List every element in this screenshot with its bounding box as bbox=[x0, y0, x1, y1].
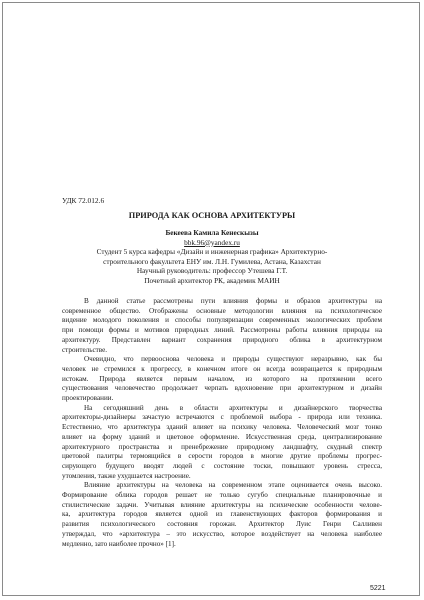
page-number: 5221 bbox=[370, 585, 386, 592]
body-line: сирующего будущего вводят людей с состояние тоски, повышают уровень стресса, bbox=[62, 461, 382, 470]
body-line: человек не стремился к прогрессу, в конечном итоге он всегда возвращается к природным bbox=[62, 364, 382, 373]
body-line: Формирование облика городов решает не только сугубо специальные планировочные и bbox=[62, 491, 382, 500]
body-line: стилистические задачи. Учитывая влияние архитектуры на психические особенности челове- bbox=[62, 500, 382, 509]
article-body bbox=[62, 297, 382, 549]
body-paragraph bbox=[62, 355, 382, 404]
body-line: при помощи формы и мотивов природных линий. Рассмотрены работы влияния природы на bbox=[62, 326, 382, 335]
supervisor-title: Почетный архитектор РК, академик МАИН bbox=[144, 275, 280, 285]
supervisor: Научный руководитель: профессор Утешева Г.Т. bbox=[136, 266, 288, 276]
author-affiliation-line-1: Студент 5 курса кафедры «Дизайн и инженерная графика» Архитектурно- bbox=[96, 247, 328, 257]
body-line: медленно, зато наиболее прочно» [1]. bbox=[62, 539, 176, 548]
body-line: ка, архитектура городов является одной из главенствующих факторов формирования и bbox=[62, 510, 382, 519]
body-line: архитекторы-дизайнеры зачастую встречаются с проблемой выбора - природа или техника. bbox=[62, 413, 382, 422]
author-email[interactable]: bbk.96@yandex.ru bbox=[184, 237, 240, 247]
body-line: Очевидно, что первооснова человека и природы существуют неразрывно, как бы bbox=[84, 355, 382, 364]
body-line: развития психологического состояния горожан. Архитектор Луис Генри Салливен bbox=[62, 520, 382, 529]
author-name: Бекеева Камила Кенескызы bbox=[165, 228, 259, 237]
body-line: архитектурного пространства и пренебрежение природному ландшафту, скудный спектр bbox=[62, 442, 382, 451]
body-line: В данной статье рассмотрены пути влияния формы и образов архитектуры на bbox=[84, 297, 382, 305]
body-line: утверждал, что «архитектура – это искусство, которое воздействует на человека наиболее bbox=[62, 529, 382, 538]
body-line: видение молодого поколения и способы популяризации современных экологических проблем bbox=[62, 316, 382, 325]
body-line: Естественно, что архитектура зданий влияет на психику человека. Человеческий мозг тонко bbox=[62, 423, 382, 432]
article-title: ПРИРОДА КАК ОСНОВА АРХИТЕКТУРЫ bbox=[128, 211, 296, 220]
author-affiliation-line-2: строительного факультета ЕНУ им. Л.Н. Гумилева, Астана, Казахстан bbox=[103, 256, 321, 266]
udk-code: УДК 72.012.6 bbox=[62, 196, 105, 205]
body-line: строительстве. bbox=[62, 345, 108, 354]
body-paragraph bbox=[62, 297, 382, 355]
body-line: существования человечество продолжает черпать вдохновение при архитектурном и дизайн bbox=[62, 384, 382, 393]
body-line: На сегодняшний день в области архитектуры и дизайнерского творчества bbox=[84, 403, 382, 412]
body-line: архитектуру. Представлен вариант сохранения природного облика в архитектурном bbox=[62, 335, 382, 344]
body-line: истокам. Природа является первым началом, из которого на протяжении всего bbox=[62, 374, 382, 383]
body-line: Влияние архитектуры на человека на современном этапе оценивается очень высоко. bbox=[84, 481, 382, 490]
body-paragraph bbox=[62, 404, 382, 482]
author-block bbox=[0, 228, 424, 286]
body-paragraph bbox=[62, 481, 382, 549]
body-line: цветовой палитры термоящийся в серости городов в многие другие проблемы прогрес- bbox=[62, 452, 382, 461]
body-line: влияет на форму зданий и цветовое оформление. Искусственная среда, централизирование bbox=[62, 432, 382, 441]
body-line: современное общество. Отображены основные методологии влияния на психологическое bbox=[62, 306, 382, 315]
body-line: проектировании. bbox=[62, 394, 114, 403]
body-line: утомления, также ухудшается настроение. bbox=[62, 471, 191, 480]
